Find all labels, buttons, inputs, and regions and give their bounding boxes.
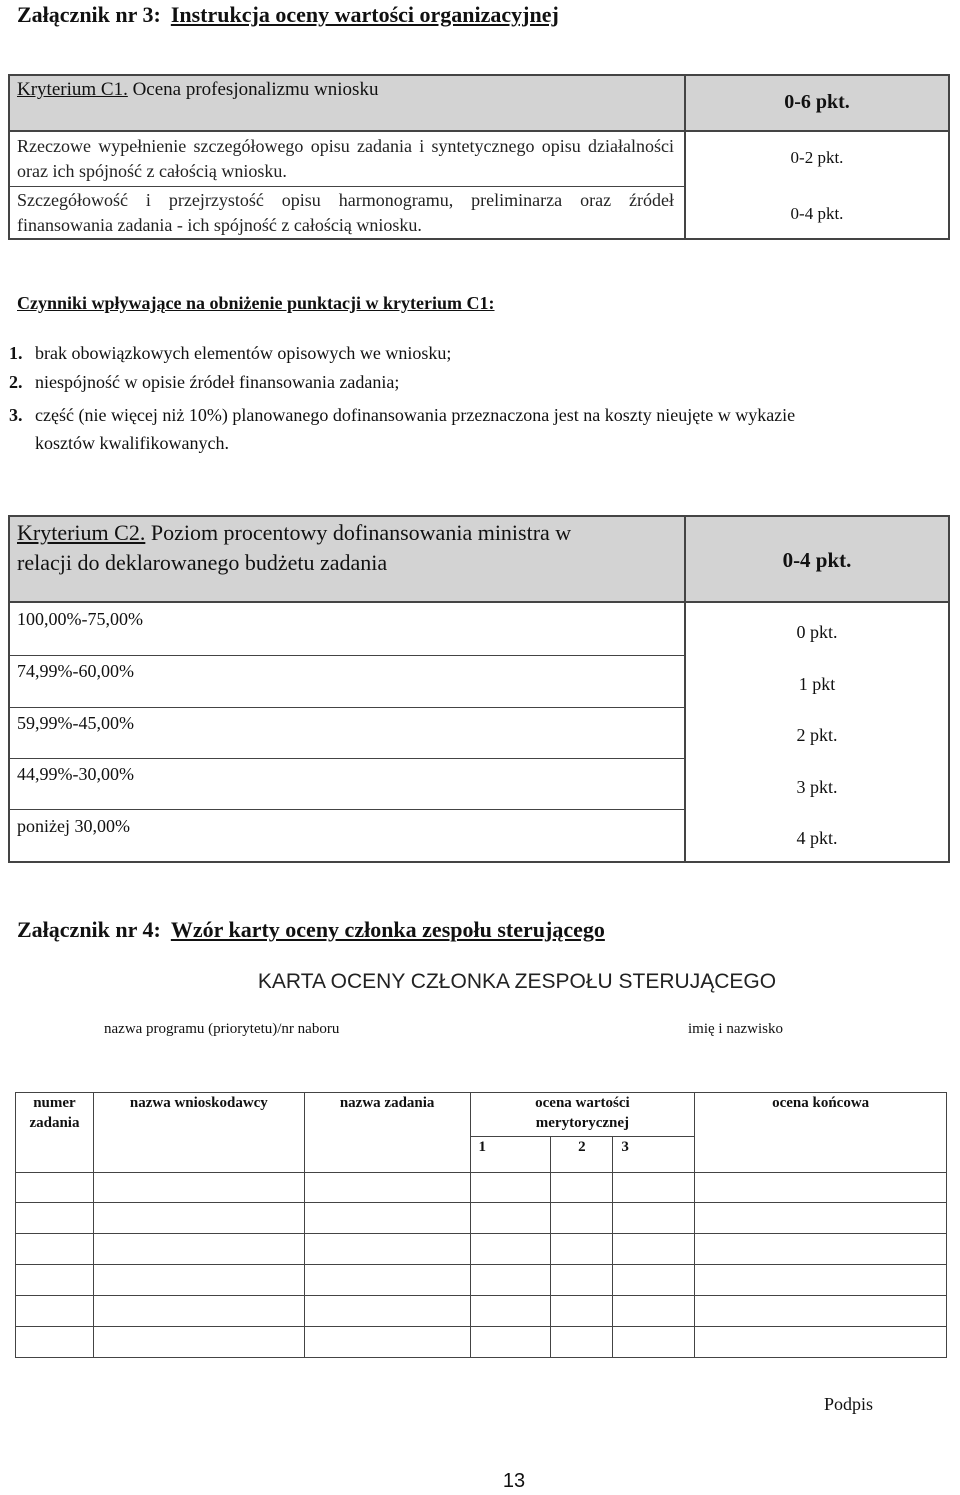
c2-divider-3 xyxy=(9,758,684,759)
cell[interactable] xyxy=(16,1203,94,1234)
cell[interactable] xyxy=(304,1265,470,1296)
c1-item-1-points: 0-2 pkt. xyxy=(790,148,844,167)
cell[interactable] xyxy=(93,1173,304,1203)
cell[interactable] xyxy=(470,1173,551,1203)
cell[interactable] xyxy=(551,1234,613,1265)
col-merit-line1: ocena wartości xyxy=(535,1095,630,1111)
annex3-label: Załącznik nr 3: xyxy=(17,2,161,27)
table-row xyxy=(16,1203,947,1234)
cell[interactable] xyxy=(16,1327,94,1358)
table-header-row xyxy=(16,1093,947,1137)
cell[interactable] xyxy=(470,1296,551,1327)
c2-points-2: 1 pkt xyxy=(798,674,836,694)
cell[interactable] xyxy=(304,1234,470,1265)
merit-sub-3: 3 xyxy=(613,1137,695,1173)
table-row xyxy=(16,1265,947,1296)
c2-range-1: 100,00%-75,00% xyxy=(17,609,143,629)
c2-points-3: 2 pkt. xyxy=(796,725,838,745)
c2-points-1: 0 pkt. xyxy=(796,622,838,642)
col-applicant-header: nazwa wnioskodawcy xyxy=(93,1093,304,1173)
cell[interactable] xyxy=(551,1265,613,1296)
factor-3-number: 3. xyxy=(9,405,23,425)
cell[interactable] xyxy=(470,1327,551,1358)
cell[interactable] xyxy=(613,1203,695,1234)
cell[interactable] xyxy=(613,1327,695,1358)
cell[interactable] xyxy=(304,1296,470,1327)
table-row xyxy=(16,1296,947,1327)
name-label: imię i nazwisko xyxy=(688,1021,783,1037)
cell[interactable] xyxy=(551,1173,613,1203)
cell[interactable] xyxy=(613,1265,695,1296)
c2-range-3: 59,99%-45,00% xyxy=(17,713,134,733)
factor-2-text: niespójność w opisie źródeł finansowania zadania; xyxy=(35,372,400,392)
cell[interactable] xyxy=(613,1234,695,1265)
c1-header-text xyxy=(17,77,378,103)
annex3-heading xyxy=(17,2,559,28)
c1-title: Ocena profesjonalizmu wniosku xyxy=(132,79,379,100)
cell[interactable] xyxy=(93,1327,304,1358)
factor-2-number: 2. xyxy=(9,372,23,392)
table-row xyxy=(16,1234,947,1265)
col-number-header xyxy=(16,1093,94,1173)
cell[interactable] xyxy=(93,1265,304,1296)
card-title: KARTA OCENY CZŁONKA ZESPOŁU STERUJĄCEGO xyxy=(257,970,777,993)
cell[interactable] xyxy=(551,1296,613,1327)
cell[interactable] xyxy=(16,1234,94,1265)
factor-3-text-continued: kosztów kwalifikowanych. xyxy=(35,433,229,453)
cell[interactable] xyxy=(551,1203,613,1234)
factor-item-3 xyxy=(9,402,795,428)
c2-divider-2 xyxy=(9,707,684,708)
cell[interactable] xyxy=(16,1265,94,1296)
cell[interactable] xyxy=(695,1234,947,1265)
col-merit-line2: merytorycznej xyxy=(535,1115,630,1131)
cell[interactable] xyxy=(304,1203,470,1234)
cell[interactable] xyxy=(93,1203,304,1234)
cell[interactable] xyxy=(551,1327,613,1358)
cell[interactable] xyxy=(304,1173,470,1203)
col-merit-header xyxy=(470,1093,695,1137)
factors-heading: Czynniki wpływające na obniżenie punktacji w kryterium C1: xyxy=(17,293,495,313)
cell[interactable] xyxy=(470,1265,551,1296)
cell[interactable] xyxy=(613,1173,695,1203)
merit-sub-1: 1 xyxy=(470,1137,551,1173)
signature-label: Podpis xyxy=(824,1394,874,1414)
factor-3-text: część (nie więcej niż 10%) planowanego dofinansowania przeznaczona jest na koszty nieujęte w wykazie xyxy=(35,405,796,425)
factor-item-2 xyxy=(9,369,399,395)
annex4-label: Załącznik nr 4: xyxy=(17,917,161,942)
c2-divider-1 xyxy=(9,655,684,656)
c1-item-2-points: 0-4 pkt. xyxy=(790,204,844,223)
c2-range-2: 74,99%-60,00% xyxy=(17,661,134,681)
cell[interactable] xyxy=(695,1203,947,1234)
cell[interactable] xyxy=(613,1296,695,1327)
cell[interactable] xyxy=(16,1173,94,1203)
page-number: 13 xyxy=(502,1470,526,1492)
col-number-line2: zadania xyxy=(29,1115,80,1131)
cell[interactable] xyxy=(93,1296,304,1327)
cell[interactable] xyxy=(16,1296,94,1327)
c2-header-text xyxy=(17,518,571,578)
table-row xyxy=(16,1173,947,1203)
annex4-title: Wzór karty oceny członka zespołu sterującego xyxy=(170,917,605,942)
cell[interactable] xyxy=(695,1327,947,1358)
c2-range-4: 44,99%-30,00% xyxy=(17,764,134,784)
c2-points-4: 3 pkt. xyxy=(796,777,838,797)
cell[interactable] xyxy=(304,1327,470,1358)
evaluation-table xyxy=(15,1092,947,1358)
c2-max-points: 0-4 pkt. xyxy=(782,548,852,572)
cell[interactable] xyxy=(695,1296,947,1327)
factor-1-number: 1. xyxy=(9,343,23,363)
cell[interactable] xyxy=(470,1203,551,1234)
annex3-title: Instrukcja oceny wartości organizacyjnej xyxy=(170,2,559,27)
cell[interactable] xyxy=(470,1234,551,1265)
c2-divider-4 xyxy=(9,809,684,810)
col-final-header: ocena końcowa xyxy=(695,1093,947,1173)
program-label: nazwa programu (priorytetu)/nr naboru xyxy=(104,1021,340,1037)
c1-max-points: 0-6 pkt. xyxy=(784,91,850,113)
factor-1-text: brak obowiązkowych elementów opisowych we wniosku; xyxy=(35,343,452,363)
c2-code: Kryterium C2. xyxy=(17,520,146,545)
cell[interactable] xyxy=(93,1234,304,1265)
cell[interactable] xyxy=(695,1265,947,1296)
col-number-line1: numer xyxy=(33,1095,76,1111)
c2-title-line1: Poziom procentowy dofinansowania ministra w xyxy=(150,520,572,545)
annex4-heading xyxy=(17,917,605,943)
c1-item-1-text: Rzeczowe wypełnienie szczegółowego opisu zadania i syntetycznego opisu działalności oraz ich spójność z całością wniosku. xyxy=(17,136,674,181)
table-row xyxy=(16,1327,947,1358)
c2-points-5: 4 pkt. xyxy=(796,828,838,848)
cell[interactable] xyxy=(695,1173,947,1203)
c1-item-2-text: Szczegółowość i przejrzystość opisu harmonogramu, preliminarza oraz źródeł finansowania zadania - ich spójność z całością wniosku. xyxy=(17,190,674,235)
merit-sub-2: 2 xyxy=(551,1137,613,1173)
c1-item-divider xyxy=(9,186,684,187)
c1-code: Kryterium C1. xyxy=(17,79,128,100)
c2-range-5: poniżej 30,00% xyxy=(17,816,130,836)
col-task-header: nazwa zadania xyxy=(304,1093,470,1173)
c2-title-line2: relacji do deklarowanego budżetu zadania xyxy=(17,550,388,575)
factor-item-1 xyxy=(9,340,451,366)
